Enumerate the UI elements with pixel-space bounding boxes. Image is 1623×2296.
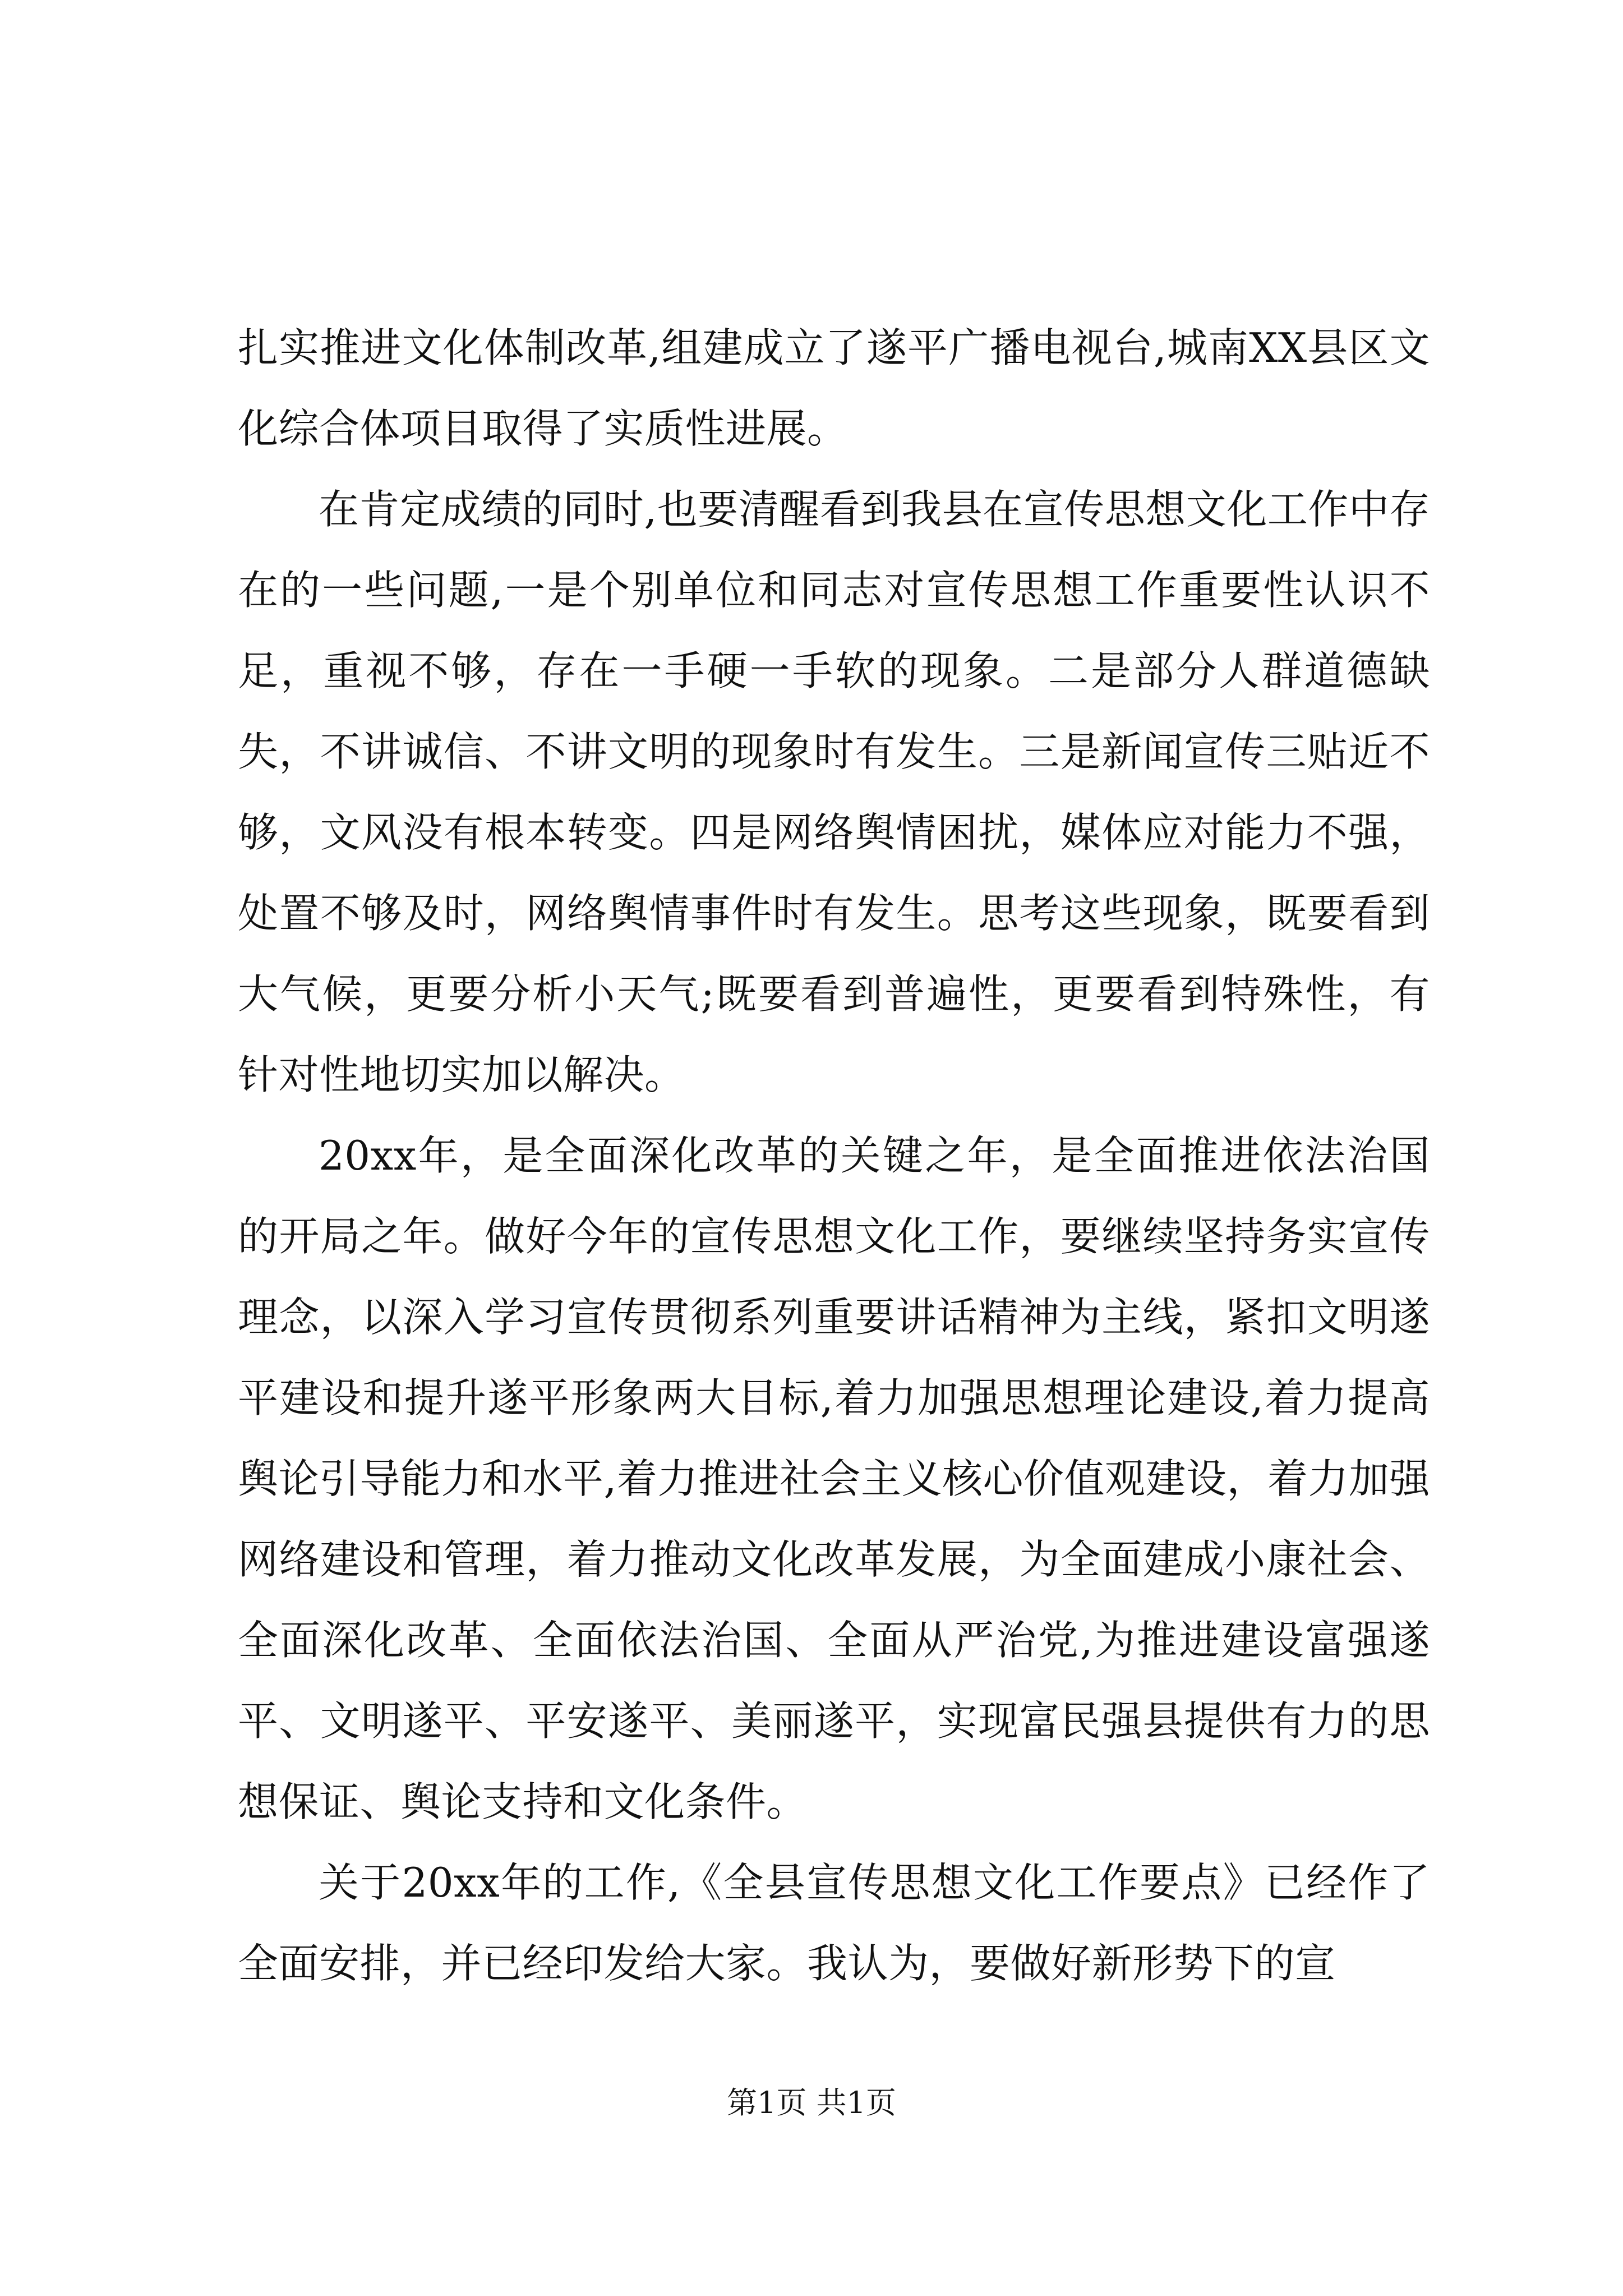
- document-body: [238, 307, 1430, 2004]
- page-footer: 第1页 共1页: [727, 2085, 896, 2120]
- paragraph-1: 扎实推进文化体制改革,组建成立了遂平广播电视台,城南XX县区文化综合体项目取得了实质性进展。: [238, 324, 1430, 452]
- paragraph-3: 20xx年，是全面深化改革的关键之年，是全面推进依法治国的开局之年。做好今年的宣传思想文化工作，要继续坚持务实宣传理念，以深入学习宣传贯彻系列重要讲话精神为主线，紧扣文明遂平建设和提升遂平形象两大目标,着力加强思想理论建设,着力提高舆论引导能力和水平,着力推进社会主义核心价值观建设，着力加强网络建设和管理，着力推动文化改革发展，为全面建成小康社会、全面深化改革、全面依法治国、全面从严治党,为推进建设富强遂平、文明遂平、平安遂平、美丽遂平，实现富民强县提供有力的思想保证、舆论支持和文化条件。: [238, 1132, 1430, 1825]
- paragraph-4: 关于20xx年的工作,《全县宣传思想文化工作要点》已经作了全面安排，并已经印发给大家。我认为，要做好新形势下的宣: [238, 1859, 1430, 1987]
- paragraph-2: 在肯定成绩的同时,也要清醒看到我县在宣传思想文化工作中存在的一些问题,一是个别单位和同志对宣传思想工作重要性认识不足，重视不够，存在一手硬一手软的现象。二是部分人群道德缺失，不讲诚信、不讲文明的现象时有发生。三是新闻宣传三贴近不够，文风没有根本转变。四是网络舆情困扰，媒体应对能力不强，处置不够及时，网络舆情事件时有发生。思考这些现象，既要看到大气候，更要分析小天气;既要看到普遍性，更要看到特殊性，有针对性地切实加以解决。: [238, 486, 1430, 1098]
